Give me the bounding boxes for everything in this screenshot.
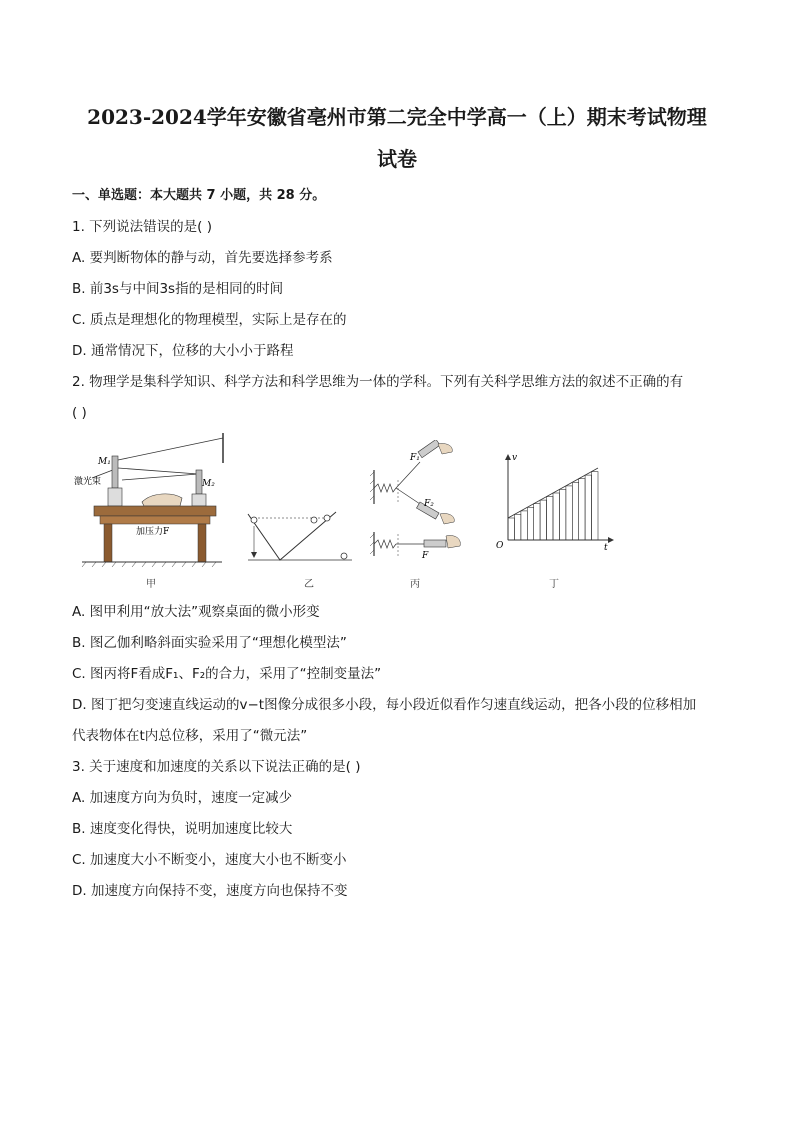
option-a: A. 图甲利用“放大法”观察桌面的微小形变 — [72, 604, 320, 620]
option-b: B. 速度变化得快，说明加速度比较大 — [72, 821, 293, 837]
section-heading: 一、单选题：本大题共 7 小题，共 28 分。 — [72, 188, 326, 203]
label-m2: M₂ — [202, 479, 215, 489]
option-d-cont: 代表物体在t内总位移，采用了“微元法” — [72, 728, 308, 744]
spring-force-diagram — [368, 440, 464, 560]
figure-jia — [72, 428, 232, 578]
vt-strips — [508, 472, 598, 540]
title-line-2: 试卷 — [377, 147, 417, 171]
question-stem-cont: ( ) — [72, 405, 87, 421]
vt-strip — [592, 472, 598, 540]
figure-caption-ding: 丁 — [549, 579, 559, 590]
axis-label-t: t — [604, 543, 608, 552]
question-stem: 1. 下列说法错误的是( ) — [72, 219, 212, 235]
vt-strip — [585, 475, 591, 540]
label-f: F — [422, 551, 429, 560]
figure-caption-jia: 甲 — [146, 579, 156, 590]
vt-graph-diagram — [494, 452, 614, 552]
option-b: B. 图乙伽利略斜面实验采用了“理想化模型法” — [72, 635, 347, 651]
vt-strip — [559, 489, 565, 540]
vt-strip — [534, 504, 540, 540]
option-d: D. 通常情况下，位移的大小小于路程 — [72, 343, 294, 359]
vt-strip — [566, 486, 572, 540]
vt-strip — [527, 507, 533, 540]
vt-strip — [521, 511, 527, 540]
question-stem: 2. 物理学是集科学知识、科学方法和科学思维为一体的学科。下列有关科学思维方法的叙述不正确的有 — [72, 374, 684, 390]
axis-label-v: v — [512, 453, 518, 463]
laser-table-diagram — [72, 428, 232, 578]
figure-bing — [368, 440, 464, 560]
vt-strip — [553, 493, 559, 540]
label-m1: M₁ — [98, 457, 111, 467]
option-d: D. 加速度方向保持不变，速度方向也保持不变 — [72, 883, 348, 899]
vt-strip — [579, 479, 585, 540]
option-b: B. 前3s与中间3s指的是相同的时间 — [72, 281, 284, 297]
option-d: D. 图丁把匀变速直线运动的v−t图像分成很多小段，每小段近似看作匀速直线运动，把各小段的位移相加 — [72, 697, 697, 713]
galileo-incline-diagram — [244, 510, 356, 570]
figure-ding — [494, 452, 614, 552]
question-stem: 3. 关于速度和加速度的关系以下说法正确的是( ) — [72, 759, 361, 775]
figure-caption-bing: 丙 — [410, 579, 420, 590]
vt-strip — [514, 514, 520, 540]
option-c: C. 加速度大小不断变小，速度大小也不断变小 — [72, 852, 347, 868]
origin-label: O — [496, 541, 504, 551]
label-f1: F₁ — [410, 453, 420, 463]
label-laser: 激光束 — [74, 477, 102, 487]
figure-yi — [244, 510, 356, 570]
figure-caption-yi: 乙 — [304, 579, 314, 590]
option-a: A. 加速度方向为负时，速度一定减少 — [72, 790, 293, 806]
label-force: 加压力F — [136, 527, 170, 537]
title-line-1: 2023-2024学年安徽省亳州市第二完全中学高一（上）期末考试物理 — [87, 105, 707, 129]
option-c: C. 图丙将F看成F₁、F₂的合力，采用了“控制变量法” — [72, 666, 382, 682]
vt-strip — [572, 482, 578, 540]
vt-strip — [547, 497, 553, 540]
label-f2: F₂ — [424, 499, 434, 509]
option-c: C. 质点是理想化的物理模型，实际上是存在的 — [72, 312, 347, 328]
option-a: A. 要判断物体的静与动，首先要选择参考系 — [72, 250, 333, 266]
vt-strip — [508, 518, 514, 540]
vt-strip — [540, 500, 546, 540]
